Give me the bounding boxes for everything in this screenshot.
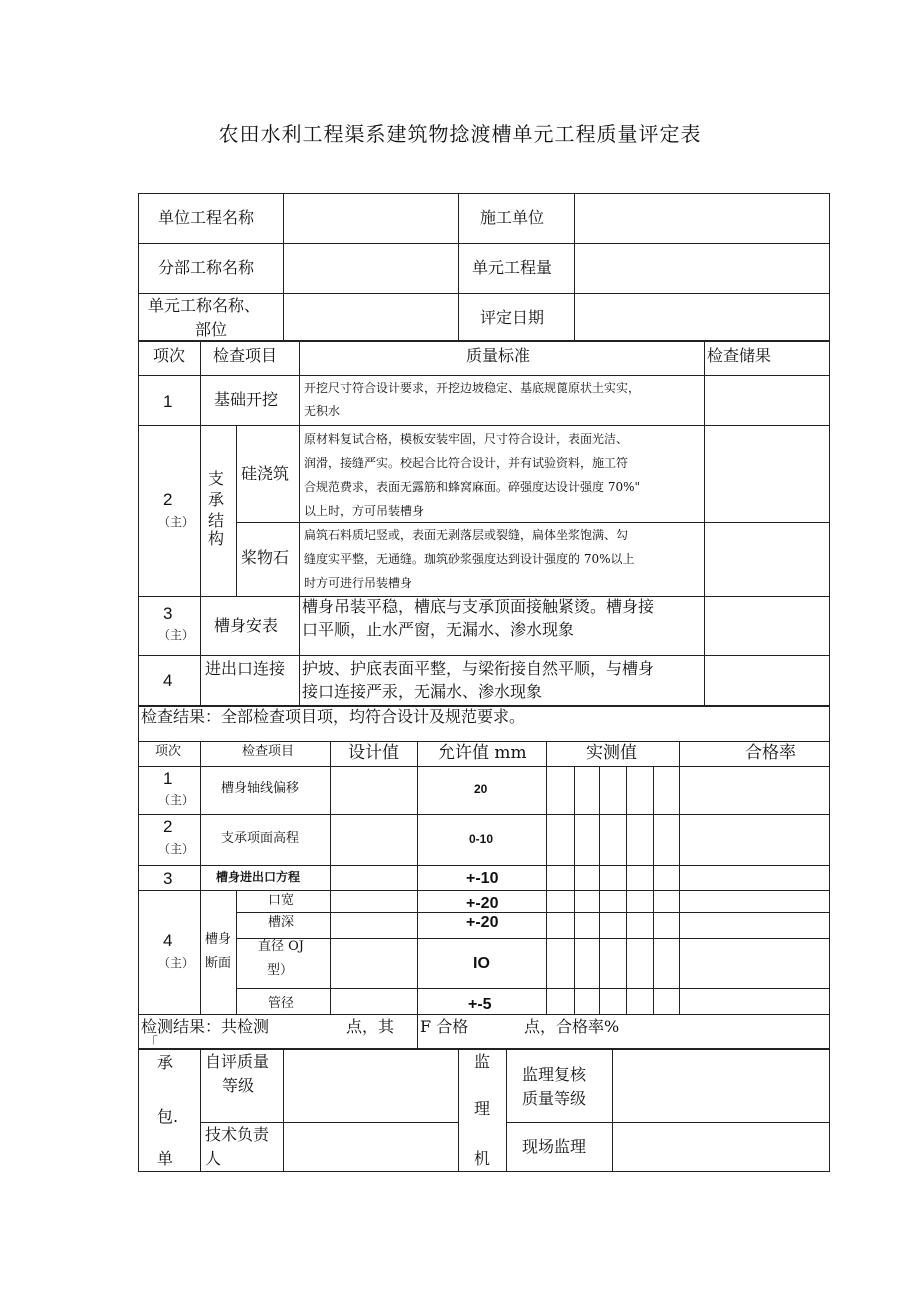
row-no: 4 bbox=[163, 931, 173, 950]
inspection-result: 检查结果：全部检查项目项，均符合设计及规范要求。 bbox=[141, 707, 526, 726]
main-item-mark: （主） bbox=[158, 628, 195, 642]
measurement-result-rate: 点，合格率% bbox=[524, 1017, 620, 1036]
group-label-char: 构 bbox=[208, 529, 225, 548]
col-result-header: 检查储果 bbox=[707, 346, 772, 365]
tolerance-value: +-20 bbox=[466, 914, 499, 931]
group-label: 断面 bbox=[205, 956, 232, 971]
tech-lead-label-2: 人 bbox=[205, 1149, 222, 1168]
sub-item: 硅浇筑 bbox=[241, 464, 290, 483]
row-item: 进出口连接 bbox=[205, 659, 286, 678]
col-tolerance-header: 允许值 mm bbox=[438, 743, 527, 763]
measurement-result-points: 点，其 bbox=[346, 1017, 395, 1036]
review-grade-label: 监理复核 bbox=[522, 1065, 587, 1084]
col-standard-header: 质量标准 bbox=[466, 346, 531, 365]
row-item: 槽身安表 bbox=[214, 616, 279, 635]
tolerance-value: IO bbox=[473, 955, 490, 972]
group-label: 槽身 bbox=[205, 932, 232, 947]
division-label: 分部工称名称 bbox=[158, 258, 255, 277]
sub-item: 管径 bbox=[268, 996, 295, 1011]
page-title: 农田水利工程渠系建筑物捻渡槽单元工程质量评定表 bbox=[218, 122, 702, 146]
standard-line: 时方可进行吊装槽身 bbox=[304, 576, 413, 590]
element-label-part: 部位 bbox=[195, 320, 228, 339]
group-label-char: 承 bbox=[208, 490, 225, 509]
self-grade-label: 自评质量 bbox=[205, 1052, 270, 1071]
group-label-char: 支 bbox=[208, 469, 225, 488]
tolerance-value: +-20 bbox=[466, 895, 499, 912]
row-no: 1 bbox=[163, 769, 173, 788]
row-item: 槽身进出口方程 bbox=[216, 870, 301, 884]
tolerance-value: 0-10 bbox=[469, 832, 494, 846]
sub-item: 型） bbox=[267, 963, 294, 978]
col-design-header: 设计值 bbox=[348, 743, 399, 763]
tolerance-value: +-10 bbox=[466, 870, 499, 887]
sub-item: 口宽 bbox=[268, 893, 295, 908]
supervisor-char: 理 bbox=[474, 1099, 491, 1118]
row-no: 2 bbox=[163, 490, 173, 509]
tolerance-value: 20 bbox=[474, 782, 488, 796]
standard-line: 原材料复试合格，模板安装牢固，尺寸符合设计，表面光洁、 bbox=[304, 432, 629, 446]
measurement-result-mark: 「 bbox=[145, 1036, 159, 1051]
measurement-result-prefix: 检测结果：共检测 bbox=[141, 1017, 270, 1036]
standard-line: 以上时，方可吊装槽身 bbox=[304, 504, 425, 518]
standard-line: 护坡、护底表面平整，与梁衔接自然平顺，与槽身 bbox=[302, 659, 655, 678]
standard-line: 无积水 bbox=[304, 404, 341, 418]
col-item-header: 检查项目 bbox=[242, 744, 295, 759]
standard-line: 接口连接严汞，无漏水、渗水现象 bbox=[302, 682, 543, 701]
col-no-header: 项次 bbox=[155, 744, 182, 759]
site-supervisor-label: 现场监理 bbox=[522, 1137, 587, 1156]
review-grade-label-2: 质量等级 bbox=[522, 1089, 587, 1108]
col-no-header: 项次 bbox=[153, 346, 186, 365]
main-item-mark: （主） bbox=[158, 956, 195, 970]
date-label: 评定日期 bbox=[480, 308, 545, 327]
row-no: 1 bbox=[163, 392, 173, 411]
sub-item: 桨物石 bbox=[241, 548, 290, 567]
self-grade-label-2: 等级 bbox=[222, 1076, 255, 1095]
row-no: 3 bbox=[163, 869, 173, 888]
standard-line: 槽身吊装平稳，槽底与支承顶面接触紧烫。槽身接 bbox=[302, 597, 655, 616]
row-item: 槽身轴线偏移 bbox=[221, 781, 300, 796]
sub-item: 直径 OJ bbox=[258, 939, 305, 954]
standard-line: 口平顺，止水严窗，无漏水、渗水现象 bbox=[302, 620, 575, 639]
col-measured-header: 实测值 bbox=[586, 743, 637, 763]
main-item-mark: （主） bbox=[158, 793, 195, 807]
standard-line: 扁筑石料质圮竖或，表面无剥落层或裂缝，扁体坐浆饱满、勾 bbox=[304, 528, 629, 542]
group-label-char: 结 bbox=[208, 511, 225, 530]
element-label: 单元工称名称、 bbox=[148, 296, 261, 315]
contractor-char: 包. bbox=[157, 1107, 179, 1126]
tolerance-value: +-5 bbox=[468, 996, 492, 1013]
standard-line: 润滑，接缝严实。校起合比符合设计，并有试验资料，施工符 bbox=[304, 456, 629, 470]
main-item-mark: （主） bbox=[158, 515, 195, 529]
measurement-result-pass: F 合格 bbox=[420, 1017, 469, 1036]
contractor-char: 单 bbox=[157, 1149, 174, 1168]
main-item-mark: （主） bbox=[158, 842, 195, 856]
row-no: 4 bbox=[163, 671, 173, 690]
standard-line: 开挖尺寸符合设计要求，开挖边坡稳定、基底规蓖原状土实实， bbox=[304, 381, 641, 395]
contractor-label: 施工单位 bbox=[480, 208, 545, 227]
row-no: 3 bbox=[163, 604, 173, 623]
row-item: 基础开挖 bbox=[214, 390, 279, 409]
col-item-header: 检查项目 bbox=[213, 346, 278, 365]
row-item: 支承项面高程 bbox=[221, 831, 300, 846]
unit-quantity-label: 单元工程量 bbox=[472, 258, 553, 277]
supervisor-char: 机 bbox=[474, 1149, 491, 1168]
standard-line: 合规范费求，表面无露筋和蜂窝麻面。碎强度达设计强度 70%" bbox=[304, 480, 641, 494]
unit-project-label: 单位工程名称 bbox=[158, 208, 255, 227]
tech-lead-label: 技术负责 bbox=[205, 1125, 270, 1144]
sub-item: 槽深 bbox=[268, 915, 295, 930]
col-rate-header: 合格率 bbox=[745, 743, 796, 763]
row-no: 2 bbox=[163, 817, 173, 836]
standard-line: 缝度实平整，无通缝。珈筑砂浆强度达到设计强度的 70%以上 bbox=[304, 552, 635, 566]
supervisor-char: 监 bbox=[474, 1052, 491, 1071]
contractor-char: 承 bbox=[157, 1053, 174, 1072]
